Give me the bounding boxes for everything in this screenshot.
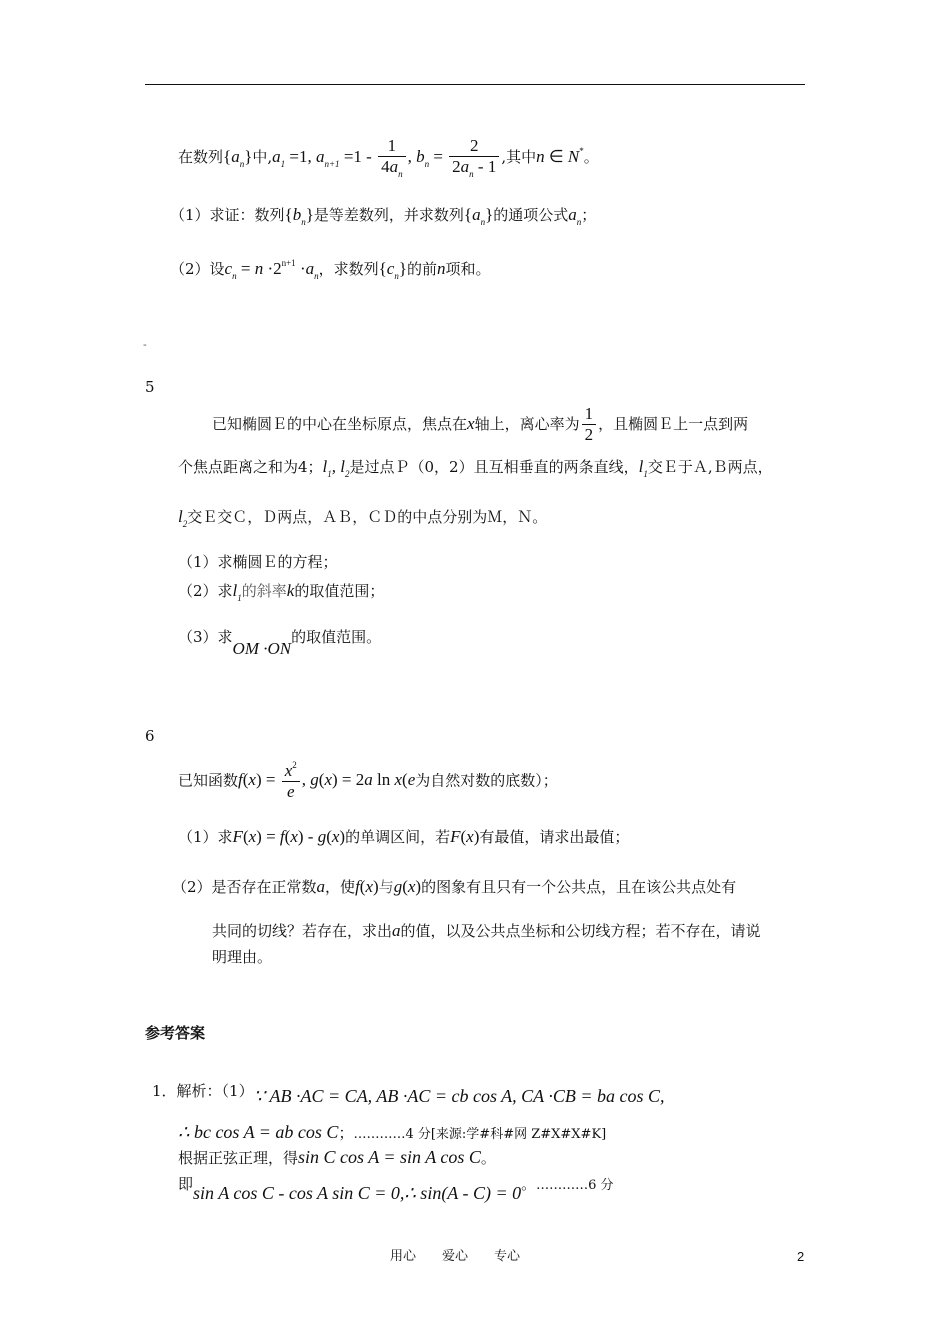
score-note: …………6 分 [536,1178,614,1193]
text: ； [581,206,597,224]
header-rule [145,84,805,85]
math-vectors: ∵ AB ·AC = CA, AB ·AC = cb cos A, CA ·CB = ba cos C, [253,1086,665,1106]
answers-heading: 参考答案 [145,1024,206,1042]
text: 的斜率 [241,582,287,600]
text: 中, [252,148,273,167]
text: （1）求 [178,828,233,846]
math-l1: $l_1$ [638,457,648,479]
fraction: $\frac{2}{2a_n - 1}$ [449,136,499,180]
text: （1）求证：数列 [170,206,285,224]
problem6-q2 [172,876,736,898]
fraction: $\frac{1}{4a_n}$ [378,136,406,180]
text: 在数列 [178,148,224,167]
problem4-part2 [170,258,491,283]
problem6-q2-line2 [212,920,761,942]
answer1-line2 [178,1121,606,1144]
math-l1-l2: $l_1$, $l_2$ [322,457,350,479]
math-Fx: F(x) = f(x) - g(x) [232,827,346,846]
text: （2）求 [178,582,233,600]
text: ，求数列 [318,260,379,278]
math-bn-set: $\{b_n\}$ [284,205,314,227]
math-a: a [316,877,326,896]
problem5-q1: （1）求椭圆Ｅ的方程； [178,553,338,571]
text: 交Ｅ交Ｃ，Ｄ两点，ＡＢ，ＣＤ的中点分别为Ｍ，Ｎ。 [187,508,548,526]
math-eq: =1 - [339,147,377,167]
text: 的图象有且只有一个公共点，且在该公共点处有 [421,878,737,896]
text: 与 [378,878,394,896]
math-a1: $a_1$ [272,147,286,170]
answer1-line3 [178,1146,496,1169]
math-an: $a_n$ [568,205,582,227]
math-n: n [437,259,446,278]
problem5-line2 [178,456,773,481]
math-cn: $c_n = n \cdot 2^{n+1} \cdot a_n$ [224,258,319,281]
text: 是等差数列，并求数列 [313,206,464,224]
text: 共同的切线？若存在，求出 [212,922,393,940]
math-Fx: F(x) [450,827,480,846]
text: ,其中 [501,148,537,167]
math-eq: =1, [285,147,316,167]
text: 已知椭圆Ｅ的中心在坐标原点，焦点在 [212,414,468,433]
math-an-set: $\{a_n\}$ [223,147,253,170]
text: ，使 [325,878,356,896]
text: 已知函数 [178,771,239,790]
problem6-q2-line3: 明理由。 [212,948,273,966]
text: 的取值范围； [294,582,385,600]
fraction-half: $\frac{1}{2}$ [582,404,597,446]
text: 的通项公式 [493,206,569,224]
answer1-line1 [152,1079,665,1106]
math-gx: g(x) [393,877,422,896]
text: 。 [583,148,599,167]
text: 个焦点距离之和为4； [178,458,323,476]
text: 的前 [407,260,438,278]
problem6-q1 [178,826,629,848]
math-sine-law: sin C cos A = sin A cos C [298,1147,481,1167]
problem6-number: 6 [145,727,155,745]
text: ； [338,1124,354,1142]
text: （2）设 [170,260,225,278]
text: 为自然对数的底数）； [415,771,558,790]
answer1-line4 [178,1172,614,1203]
problem4-intro [178,136,599,180]
problem5-line1 [212,404,748,446]
text: 的单调区间，若 [345,828,451,846]
math-an1: $a_{n+1}$ [315,147,340,170]
math-sin-diff: sin A cos C - cos A sin C = 0,∴ sin(A - C) = 0 [193,1183,522,1203]
math-a: a [392,921,401,940]
problem5-number: 5 [145,378,155,396]
text: 的值，以及公共点坐标和公切线方程；若不存在，请说 [400,922,761,940]
text: 交Ｅ于Ａ,Ｂ两点， [647,458,773,476]
text: 。 [521,1175,537,1193]
math-cn-set: $\{c_n\}$ [378,259,408,281]
text: （3）求 [178,628,233,646]
text: 1．解析：（1） [152,1082,254,1100]
text: 是过点Ｐ（0，2）且互相垂直的两条直线， [349,458,639,476]
text: 有最值，请求出最值； [479,828,630,846]
text: 根据正弦正理，得 [178,1149,299,1167]
text: 项和。 [445,260,491,278]
text: 的取值范围。 [291,628,382,646]
text: 轴上，离心率为 [474,414,580,433]
math-k: k [286,581,295,600]
text: （2）是否存在正常数 [172,878,317,896]
math-om-on: OM ·ON [232,639,292,658]
math-l2: $l_2$ [178,507,188,529]
math-functions: f(x) = $\frac{x^2}{e}$ , g(x) = 2a ln x(e [238,760,416,802]
problem5-line3 [178,506,547,531]
math-an-set: $\{a_n\}$ [463,205,494,227]
score-note: …………4 分[来源:学#科#网 Z#X#X#K] [353,1127,607,1142]
math-bc-cos: ∴ bc cos A = ab cos C [178,1122,339,1142]
problem5-q3 [178,626,382,658]
text: 。 [480,1149,496,1167]
math-x: x [467,413,475,433]
stray-dash: - [143,338,147,351]
problem4-part1 [170,204,596,229]
problem6-intro [178,760,558,803]
footer-slogan: 用心 爱心 专心 [390,1249,521,1264]
math-n: n ∈ N* [536,146,584,167]
math-bn: , $b_n$ = [407,147,448,170]
text: 即 [178,1175,194,1193]
text: ，且椭圆Ｅ上一点到两 [598,414,749,433]
math-fx: f(x) [355,877,379,896]
page-number: 2 [797,1249,805,1264]
problem5-q2 [178,580,384,605]
math-l1: $l_1$ [232,581,242,603]
